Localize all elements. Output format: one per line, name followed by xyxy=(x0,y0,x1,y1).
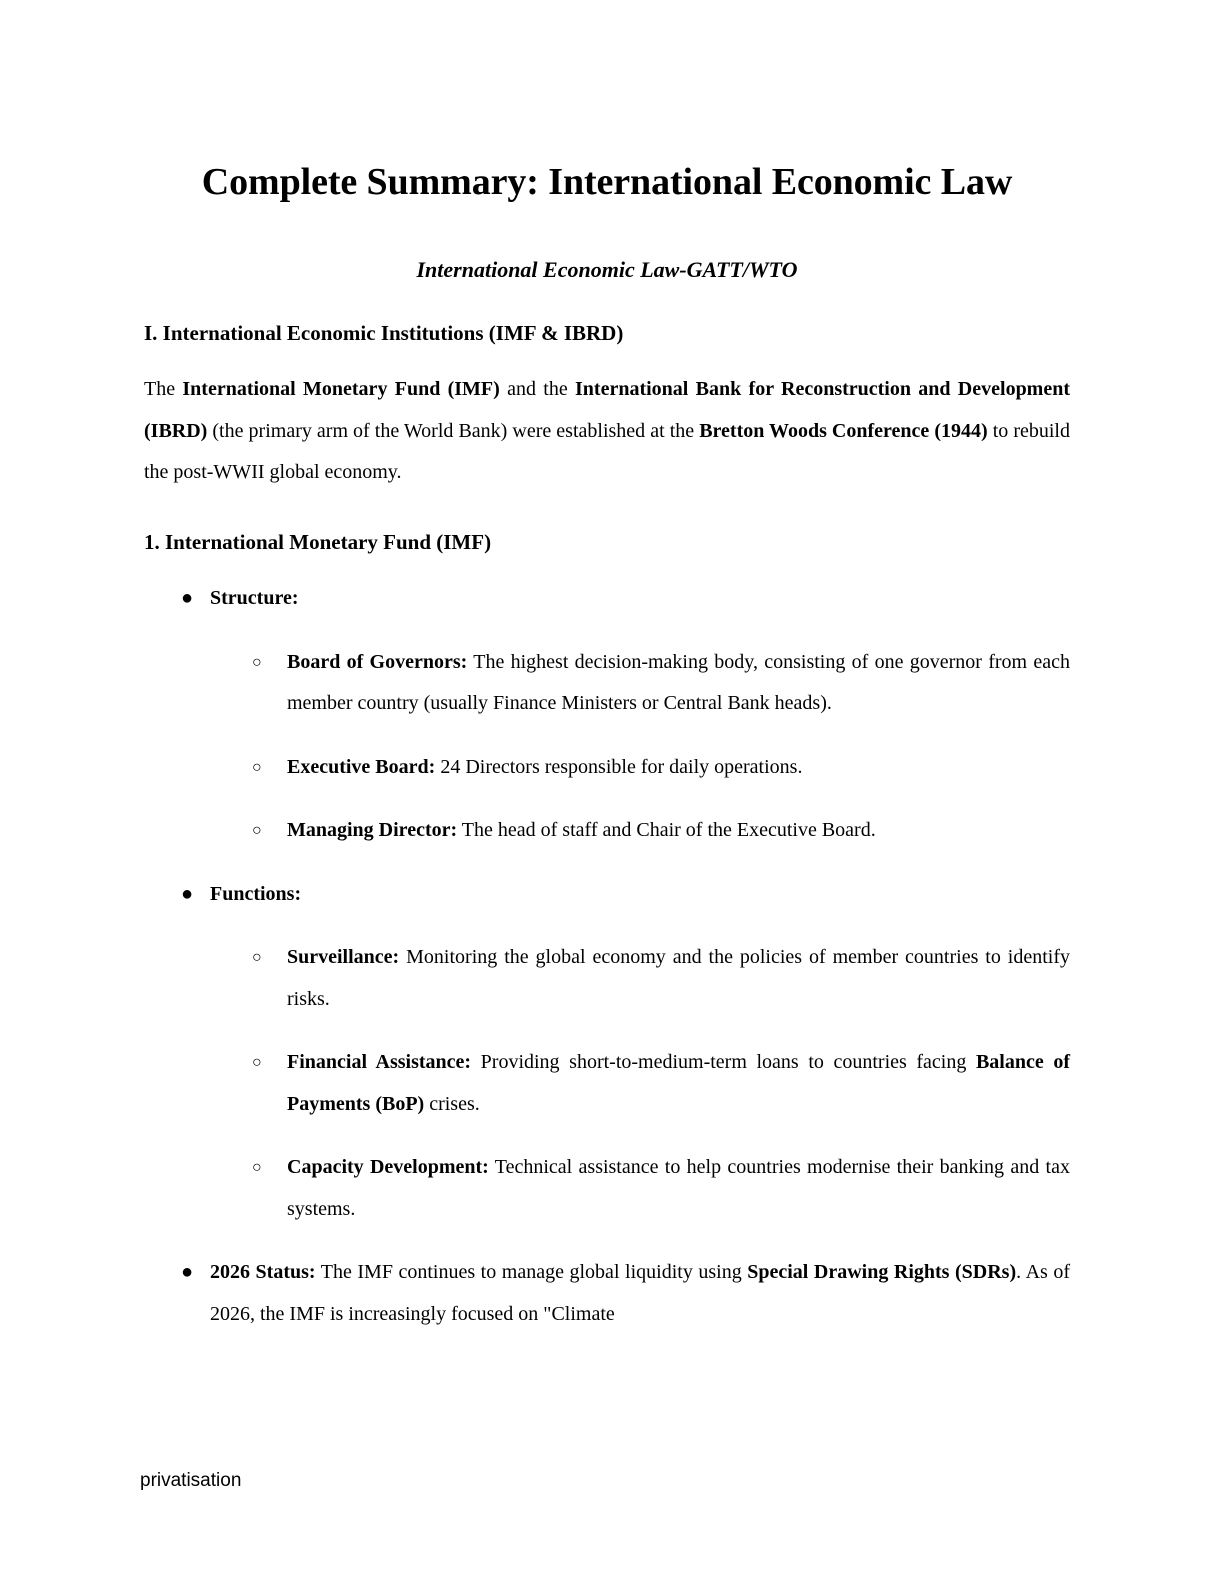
bullet-disc-icon: ● xyxy=(181,587,194,610)
page-title: Complete Summary: International Economic Law xyxy=(201,161,1013,203)
document-subtitle: International Economic Law-GATT/WTO xyxy=(416,256,798,282)
bullet-circle-icon: ○ xyxy=(252,1159,262,1177)
bullet-text: Functions: xyxy=(210,882,302,905)
bullet-text: Managing Director: The head of staff and Chair of the Executive Board. xyxy=(287,819,876,842)
sub-bullet-item xyxy=(144,725,1070,789)
subsection-heading-imf: 1. International Monetary Fund (IMF) xyxy=(144,529,492,554)
sub-bullet-list xyxy=(144,915,1070,1230)
bullet-text: Structure: xyxy=(210,587,299,610)
bullet-item xyxy=(144,852,1070,916)
section-heading-institutions: I. International Economic Institutions (IMF & IBRD) xyxy=(144,320,624,345)
bullet-item xyxy=(144,1230,1070,1335)
bullet-text: Financial Assistance: Providing short-to-medium-term loans to countries facing Balance of Payments (BoP) crises. xyxy=(287,1051,1071,1115)
bullet-text: Board of Governors: The highest decision-making body, consisting of one governor from each member country (usually Finance Ministers or Central Bank heads). xyxy=(287,650,1070,715)
bullet-text: 2026 Status: The IMF continues to manage global liquidity using Special Drawing Rights (SDRs). As of 2026, the IMF is increasingly focused on "Climate xyxy=(210,1261,1070,1325)
bullet-circle-icon: ○ xyxy=(252,949,262,967)
sub-bullet-group xyxy=(144,915,1070,1230)
bullet-text: Executive Board: 24 Directors responsible for daily operations. xyxy=(287,755,803,778)
sub-bullet-list xyxy=(144,620,1070,852)
document-content xyxy=(144,0,1070,1335)
sub-bullet-item xyxy=(144,788,1070,852)
bullet-item xyxy=(144,556,1070,620)
bullet-circle-icon: ○ xyxy=(252,822,262,840)
bullet-text: Surveillance: Monitoring the global economy and the policies of member countries to identify risks. xyxy=(287,946,1070,1010)
intro-paragraph: The International Monetary Fund (IMF) and the International Bank for Reconstruction and Development (IBRD) (the primary arm of the World Bank) were established at the Bretton Woods Conference (1944) to rebuild the post-WWII global economy. xyxy=(144,378,1071,484)
bullet-text: Capacity Development: Technical assistance to help countries modernise their banking and tax systems. xyxy=(287,1156,1070,1220)
bullet-disc-icon: ● xyxy=(181,882,194,905)
footer-note: privatisation xyxy=(140,1470,242,1491)
bullet-circle-icon: ○ xyxy=(252,653,262,671)
bullet-circle-icon: ○ xyxy=(252,758,262,776)
sub-bullet-item xyxy=(144,620,1070,725)
bullet-disc-icon: ● xyxy=(181,1261,194,1284)
sub-bullet-group xyxy=(144,620,1070,852)
sub-bullet-item xyxy=(144,1125,1070,1230)
sub-bullet-item xyxy=(144,915,1070,1020)
imf-bullet-list xyxy=(144,556,1070,1335)
bullet-circle-icon: ○ xyxy=(252,1054,262,1072)
sub-bullet-item xyxy=(144,1020,1070,1125)
